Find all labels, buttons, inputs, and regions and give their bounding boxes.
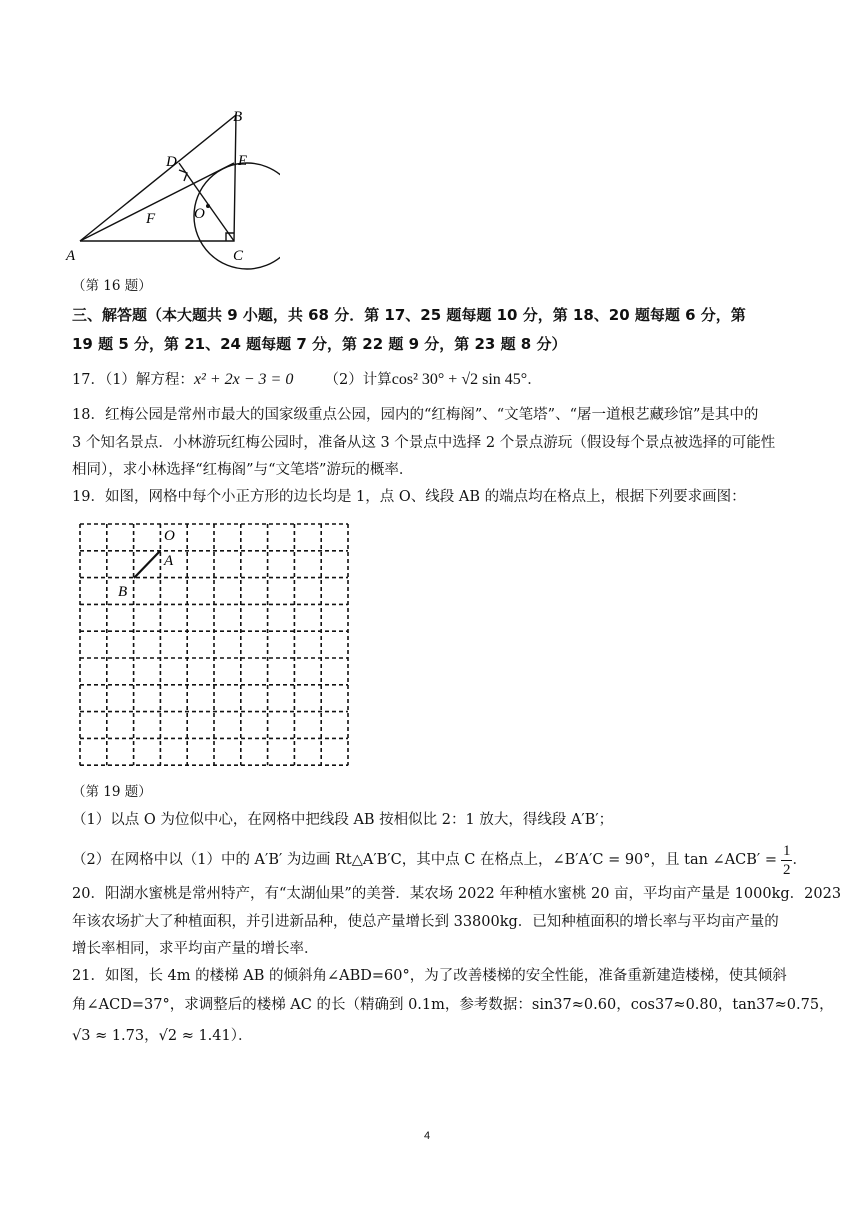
q19-part2-text: （2）在网格中以（1）中的 A′B′ 为边画 Rt△A′B′C，其中点 C 在格点上，∠B′A′C = 90°，且 tan ∠ACB′ = xyxy=(72,852,777,868)
q17-expression: cos² 30° + √2 sin 45° xyxy=(391,371,528,388)
label-a: A xyxy=(66,248,76,264)
page-number: 4 xyxy=(424,1130,431,1142)
q18-line3: 相同），求小林选择“红梅阁”与“文笔塔”游玩的概率． xyxy=(72,462,414,478)
label-b: B xyxy=(233,109,243,125)
grid-label-a: A xyxy=(164,553,174,569)
label-f: F xyxy=(146,211,156,227)
segment-ae xyxy=(80,163,234,241)
q21-line2: 角∠ACD=37°，求调整后的楼梯 AC 的长（精确到 0.1m，参考数据：sin37≈0.60，cos37≈0.80，tan37≈0.75， xyxy=(72,997,834,1013)
fraction-denominator: 2 xyxy=(782,861,791,878)
section-3-heading-line1: 三、解答题（本大题共 9 小题，共 68 分．第 17、25 题每题 10 分，第 18、20 题每题 6 分，第 xyxy=(72,306,746,324)
figure-16 xyxy=(60,100,280,270)
q18-line2: 3 个知名景点．小林游玩红梅公园时，准备从这 3 个景点中选择 2 个景点游玩（假设每个景点被选择的可能性 xyxy=(72,435,776,451)
q20-line1: 20．阳湖水蜜桃是常州特产，有“太湖仙果”的美誉．某农场 2022 年种植水蜜桃 20 亩，平均亩产量是 1000kg．2023 xyxy=(72,886,842,902)
q19-part2-end: ． xyxy=(792,852,807,868)
label-d: D xyxy=(166,154,177,170)
q21-line1: 21．如图，长 4m 的楼梯 AB 的倾斜角∠ABD=60°，为了改善楼梯的安全性能，准备重新建造楼梯，使其倾斜 xyxy=(72,968,787,984)
label-c: C xyxy=(233,248,244,264)
triangle-abc xyxy=(80,115,236,241)
q20-line2: 年该农场扩大了种植面积，并引进新品种，使总产量增长到 33800kg．已知种植面积的增长率与平均亩产量的 xyxy=(72,914,779,930)
grid-label-b: B xyxy=(118,584,128,600)
figure-19-grid xyxy=(78,520,350,774)
q19-part1: （1）以点 O 为位似中心，在网格中把线段 AB 按相似比 2：1 放大，得线段 A′B′； xyxy=(72,812,614,828)
q17-part1-label: 17．（1）解方程： xyxy=(72,372,194,388)
fraction-numerator: 1 xyxy=(782,842,791,859)
q19-part2 xyxy=(72,840,807,880)
question-17 xyxy=(72,370,542,390)
figure-19-caption: （第 19 题） xyxy=(72,784,152,800)
q18-line1: 18．红梅公园是常州市最大的国家级重点公园，园内的“红梅阁”、“文笔塔”、“屠一道根艺藏珍馆”是其中的 xyxy=(72,407,759,423)
label-e: E xyxy=(238,153,248,169)
grid-label-o: O xyxy=(164,528,175,544)
q21-line3: √3 ≈ 1.73，√2 ≈ 1.41）． xyxy=(72,1028,253,1044)
fraction-one-half xyxy=(781,842,793,879)
q19-line1: 19．如图，网格中每个小正方形的边长均是 1，点 O、线段 AB 的端点均在格点上，根据下列要求画图： xyxy=(72,489,746,505)
q17-part2-label: （2）计算 xyxy=(324,372,392,388)
segment-dc xyxy=(179,163,234,241)
q17-end: ． xyxy=(527,372,542,388)
figure-16-caption: （第 16 题） xyxy=(72,278,152,294)
segment-ab xyxy=(134,551,160,578)
q20-line3: 增长率相同，求平均亩产量的增长率． xyxy=(72,941,319,957)
q17-equation: x² + 2x − 3 = 0 xyxy=(193,371,294,388)
section-3-heading-line2: 19 题 5 分，第 21、24 题每题 7 分，第 22 题 9 分，第 23 题 8 分） xyxy=(72,335,567,353)
label-o: O xyxy=(194,206,205,222)
